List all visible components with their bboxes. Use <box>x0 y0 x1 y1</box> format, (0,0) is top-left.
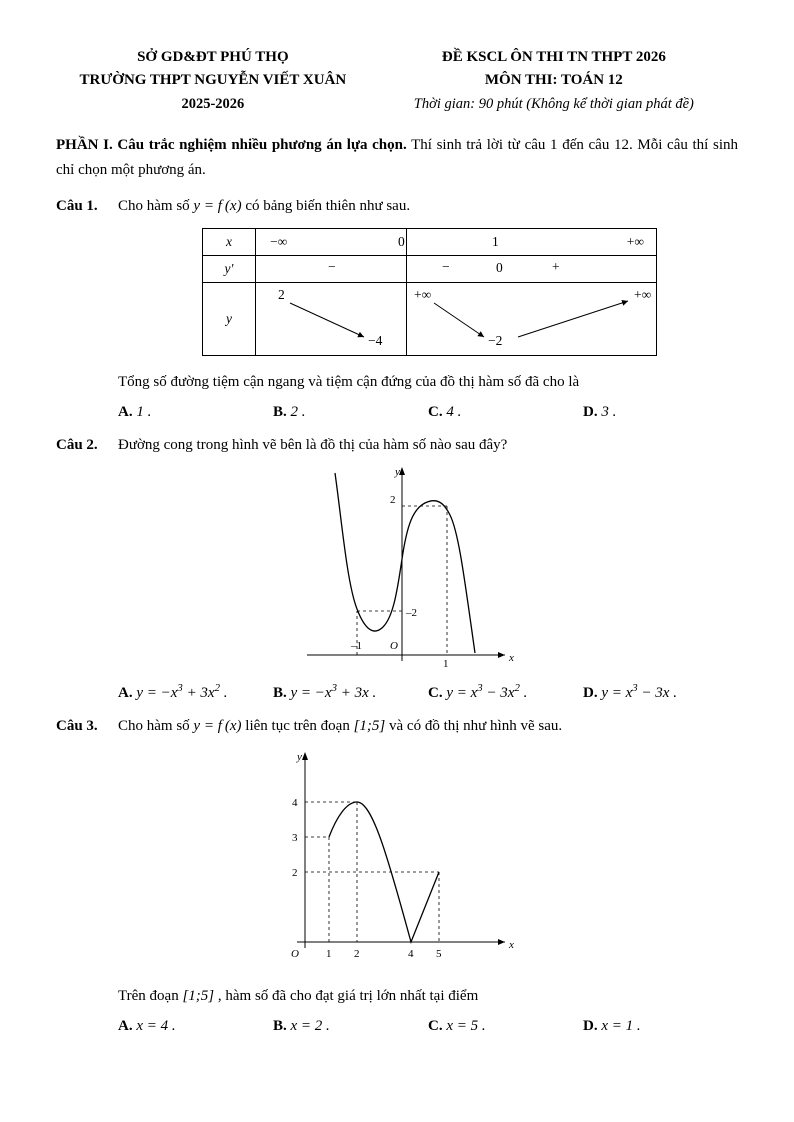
answer-key-b: B. <box>273 685 287 702</box>
school-name: TRƯỜNG THPT NGUYỄN VIẾT XUÂN <box>79 72 347 89</box>
question-1-answer-a[interactable] <box>118 404 273 421</box>
question-3-label: Câu 3. <box>56 718 98 735</box>
question-2 <box>56 433 738 457</box>
question-2-answer-b[interactable] <box>273 682 428 702</box>
answer-value-b: x = 2 . <box>290 1018 330 1035</box>
vertical-divider-mid <box>406 256 407 282</box>
question-3-answer-a[interactable] <box>118 1018 273 1035</box>
question-3-text-post: liên tục trên đoạn [1;5] và có đồ thị như hình vẽ sau. <box>241 718 563 735</box>
answer-value-d: x = 1 . <box>601 1018 641 1035</box>
y-value-1: −4 <box>368 333 383 349</box>
x-value-0: −∞ <box>270 234 288 250</box>
exam-subject: MÔN THI: TOÁN 12 <box>484 72 623 89</box>
question-3-answers <box>118 1018 738 1035</box>
y-tick-2: 2 <box>292 867 298 880</box>
question-3-answer-b[interactable] <box>273 1018 428 1035</box>
question-2-label: Câu 2. <box>56 437 98 454</box>
header-left-block <box>56 46 370 115</box>
variation-table-row-derivative <box>203 256 657 283</box>
answer-key-c: C. <box>428 685 443 702</box>
question-3-text <box>118 714 738 738</box>
variation-table-wrapper <box>202 228 657 356</box>
y-tick-neg2: –2 <box>406 607 417 620</box>
x-tick-1: 1 <box>443 658 449 669</box>
variation-y-values <box>256 283 657 356</box>
answer-key-d: D. <box>583 685 598 702</box>
y-value-4: +∞ <box>634 287 652 303</box>
variation-x-values <box>256 229 657 256</box>
question-1-answer-b[interactable] <box>273 404 428 421</box>
question-1-label: Câu 1. <box>56 198 98 215</box>
y-tick-3: 3 <box>292 832 298 845</box>
y-value-0: 2 <box>278 287 285 303</box>
question-1-answer-c[interactable] <box>428 404 583 421</box>
x-value-1: 0 <box>398 234 405 250</box>
sign-value-0: − <box>328 259 336 275</box>
question-1-answers <box>118 404 738 421</box>
question-2-graph-wrapper <box>56 463 738 668</box>
question-3-answer-c[interactable] <box>428 1018 583 1035</box>
question-3-answer-d[interactable] <box>583 1018 738 1035</box>
answer-value-d: 3 . <box>601 404 617 421</box>
question-3-function-notation: y = f (x) <box>193 718 242 735</box>
school-year: 2025-2026 <box>181 95 245 112</box>
question-1 <box>56 194 738 218</box>
answer-key-d: D. <box>583 1018 598 1035</box>
part-1-detail: Thí sinh trả lời từ câu 1 đến câu 12. Mỗi câu thí sinh chỉ chọn một phương án. <box>56 136 738 178</box>
answer-value-b: 2 . <box>290 404 306 421</box>
answer-value-a: x = 4 . <box>136 1018 176 1035</box>
part-1-instructions <box>56 133 738 183</box>
y-value-3: −2 <box>488 333 503 349</box>
answer-value-c: $y = x^3 - 3x^2$ . <box>446 682 528 702</box>
sign-value-2: 0 <box>496 260 503 276</box>
question-3-followup: Trên đoạn [1;5] , hàm số đã cho đạt giá trị lớn nhất tại điểm <box>118 988 479 1005</box>
question-1-text <box>118 194 738 218</box>
x-tick-1: 1 <box>326 948 332 961</box>
x-axis-arrow-icon <box>498 652 505 658</box>
answer-value-c: x = 5 . <box>446 1018 486 1035</box>
part-1-heading: PHẦN I. Câu trắc nghiệm nhiều phương án lựa chọn. <box>56 136 407 153</box>
x-tick-4: 4 <box>408 948 414 961</box>
y-value-2: +∞ <box>414 287 432 303</box>
question-2-answer-c[interactable] <box>428 682 583 702</box>
origin-label: O <box>390 640 398 653</box>
answer-value-a: 1 . <box>136 404 152 421</box>
y-tick-2: 2 <box>390 494 396 507</box>
question-2-answer-d[interactable] <box>583 682 738 702</box>
y-axis-arrow-icon <box>399 467 405 475</box>
cubic-graph <box>247 463 547 668</box>
sign-value-1: − <box>442 259 450 275</box>
y-tick-4: 4 <box>292 797 298 810</box>
vertical-divider-top <box>406 229 407 256</box>
cubic-curve <box>335 473 475 653</box>
school-department: SỞ GD&ĐT PHÚ THỌ <box>137 49 289 65</box>
question-3 <box>56 714 738 738</box>
question-2-answer-a[interactable] <box>118 682 273 702</box>
answer-key-c: C. <box>428 404 443 421</box>
variation-table-row-values <box>203 283 657 356</box>
x-axis-label: x <box>509 652 514 665</box>
answer-key-a: A. <box>118 404 133 421</box>
variation-row-label-yprime: y' <box>203 256 256 283</box>
answer-key-d: D. <box>583 404 598 421</box>
question-1-followup: Tổng số đường tiệm cận ngang và tiệm cận đứng của đồ thị hàm số đã cho là <box>118 374 580 391</box>
answer-value-c: 4 . <box>446 404 462 421</box>
header-right-block <box>370 46 738 115</box>
question-1-answer-d[interactable] <box>583 404 738 421</box>
variation-arrows <box>256 283 711 355</box>
answer-key-c: C. <box>428 1018 443 1035</box>
answer-key-a: A. <box>118 1018 133 1035</box>
answer-key-b: B. <box>273 1018 287 1035</box>
continuous-graph <box>247 744 547 974</box>
page-content <box>56 46 738 1035</box>
x-tick-neg1: –1 <box>351 640 362 653</box>
x-value-2: 1 <box>492 234 499 250</box>
question-1-function-notation: y = f (x) <box>193 198 242 215</box>
question-2-text: Đường cong trong hình vẽ bên là đồ thị của hàm số nào sau đây? <box>118 437 508 454</box>
answer-key-a: A. <box>118 685 133 702</box>
x-axis-label: x <box>509 939 514 952</box>
answer-value-a: $y = -x^3 + 3x^2$ . <box>136 682 228 702</box>
variation-row-label-y: y <box>203 283 256 356</box>
question-1-text-post: có bảng biến thiên như sau. <box>241 198 411 215</box>
document-header <box>56 46 738 115</box>
exam-duration: Thời gian: 90 phút (Không kể thời gian phát đề) <box>413 95 694 112</box>
y-axis-arrow-icon <box>302 752 308 760</box>
question-2-answers <box>118 682 738 702</box>
variation-table <box>202 228 657 356</box>
question-3-text-pre: Cho hàm số <box>118 718 194 735</box>
answer-value-b: $y = -x^3 + 3x$ . <box>290 682 377 702</box>
exam-title: ĐỀ KSCL ÔN THI TN THPT 2026 <box>441 49 666 65</box>
sign-value-3: + <box>552 259 560 275</box>
origin-label: O <box>291 948 299 961</box>
y-axis-label: y <box>395 466 400 479</box>
variation-sign-values <box>256 256 657 283</box>
variation-row-label-x: x <box>203 229 256 256</box>
y-axis-label: y <box>297 751 302 764</box>
x-value-3: +∞ <box>626 234 644 250</box>
x-tick-2: 2 <box>354 948 360 961</box>
x-axis-arrow-icon <box>498 939 505 945</box>
x-tick-5: 5 <box>436 948 442 961</box>
question-3-graph-wrapper <box>56 744 738 974</box>
variation-table-row-x <box>203 229 657 256</box>
answer-key-b: B. <box>273 404 287 421</box>
answer-value-d: $y = x^3 - 3x$ . <box>601 682 677 702</box>
question-1-text-pre: Cho hàm số <box>118 198 194 215</box>
